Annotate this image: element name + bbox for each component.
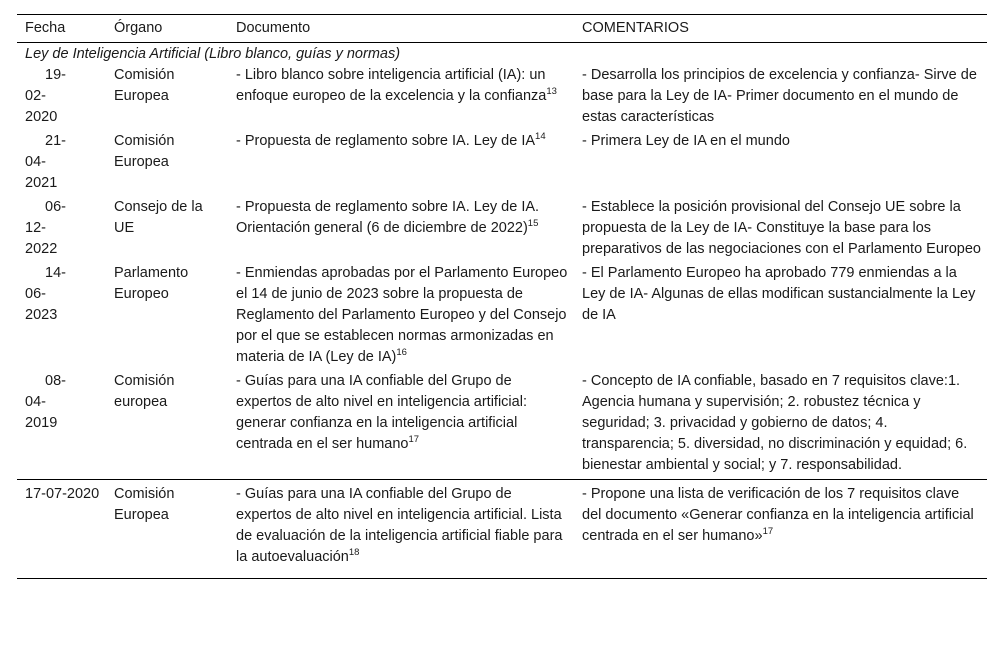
header-date: Fecha xyxy=(25,20,66,36)
table-header-row xyxy=(17,15,987,43)
section-row xyxy=(17,43,987,66)
comment-cell: - Desarrolla los principios de excelencia y confianza- Sirve de base para la Ley de IA- Primer documento en el mundo de estas características xyxy=(582,67,977,125)
comment-cell: - El Parlamento Europeo ha aprobado 779 enmiendas a la Ley de IA- Algunas de ellas modifican sustancialmente la Ley de IA xyxy=(582,265,976,323)
comment-cell: - Primera Ley de IA en el mundo xyxy=(582,133,790,149)
organ-cell: Comisión Europea xyxy=(114,67,175,104)
document-cell: - Libro blanco sobre inteligencia artificial (IA): un enfoque europeo de la excelencia y la confianza$^{13}$ xyxy=(236,67,557,104)
footnote-ref[interactable]: 18 xyxy=(348,547,360,559)
table-row xyxy=(17,131,987,197)
header-document: Documento xyxy=(236,20,311,36)
organ-cell: Comisión Europea xyxy=(114,486,175,523)
header-comments: COMENTARIOS xyxy=(582,20,689,36)
table-row xyxy=(17,197,987,263)
footnote-ref[interactable]: 17 xyxy=(408,434,420,446)
date-cell: 08- 04- 2019 xyxy=(25,373,66,431)
document-cell: - Propuesta de reglamento sobre IA. Ley de IA. Orientación general (6 de diciembre de 2022)$^{15}$ xyxy=(236,199,540,236)
organ-cell: Comisión Europea xyxy=(114,133,175,170)
comment-cell: - Establece la posición provisional del Consejo UE sobre la propuesta de la Ley de IA- Constituye la base para los preparativos de las negociaciones con el Parlamento Europeo xyxy=(582,199,981,257)
document-cell: - Guías para una IA confiable del Grupo de expertos de alto nivel en inteligencia artificial: generar confianza en la inteligencia artificial centrada en el ser humano$^{17}$ xyxy=(236,373,527,452)
date-cell: 17-07-2020 xyxy=(25,486,100,502)
comment-cell: - Propone una lista de verificación de los 7 requisitos clave del documento «Generar confianza en la inteligencia artificial centrada en el ser humano»$^{17}$ xyxy=(582,486,974,544)
table-row xyxy=(17,371,987,480)
ai-law-table xyxy=(17,14,987,579)
footnote-ref[interactable]: 17 xyxy=(762,526,774,538)
header-organ: Órgano xyxy=(114,20,163,36)
document-cell: - Guías para una IA confiable del Grupo de expertos de alto nivel en inteligencia artificial. Lista de evaluación de la inteligencia artificial fiable para la autoevaluación$^{18}$ xyxy=(236,486,563,565)
date-cell: 19- 02- 2020 xyxy=(25,67,66,125)
footnote-ref[interactable]: 15 xyxy=(527,218,539,230)
table-row xyxy=(17,65,987,131)
date-cell: 21- 04- 2021 xyxy=(25,133,66,191)
organ-cell: Comisión europea xyxy=(114,373,175,410)
date-cell: 06- 12- 2022 xyxy=(25,199,66,257)
comment-cell: - Concepto de IA confiable, basado en 7 requisitos clave:1. Agencia humana y supervisión; 2. robustez técnica y seguridad; 3. privacidad y gobierno de datos; 4. transparencia; 5. diversidad, no discriminación y equidad; 6. bienestar ambiental y social; y 7. responsabilidad. xyxy=(582,373,968,473)
document-cell: - Enmiendas aprobadas por el Parlamento Europeo el 14 de junio de 2023 sobre la propuesta de Reglamento del Parlamento Europeo y del Consejo por el que se establecen normas armonizadas en materia de IA (Ley de IA)$^{16}$ xyxy=(236,265,568,365)
organ-cell: Parlamento Europeo xyxy=(114,265,189,302)
organ-cell: Consejo de la UE xyxy=(114,199,203,236)
section-title: Ley de Inteligencia Artificial (Libro blanco, guías y normas) xyxy=(25,46,401,62)
document-cell: - Propuesta de reglamento sobre IA. Ley de IA$^{14}$ xyxy=(236,131,546,149)
footnote-ref[interactable]: 14 xyxy=(535,131,546,143)
table-row xyxy=(17,263,987,371)
table-row xyxy=(17,480,987,579)
ai-law-table-container xyxy=(17,14,987,579)
footnote-ref[interactable]: 13 xyxy=(546,86,557,98)
footnote-ref[interactable]: 16 xyxy=(396,347,407,359)
date-cell: 14- 06- 2023 xyxy=(25,265,66,323)
